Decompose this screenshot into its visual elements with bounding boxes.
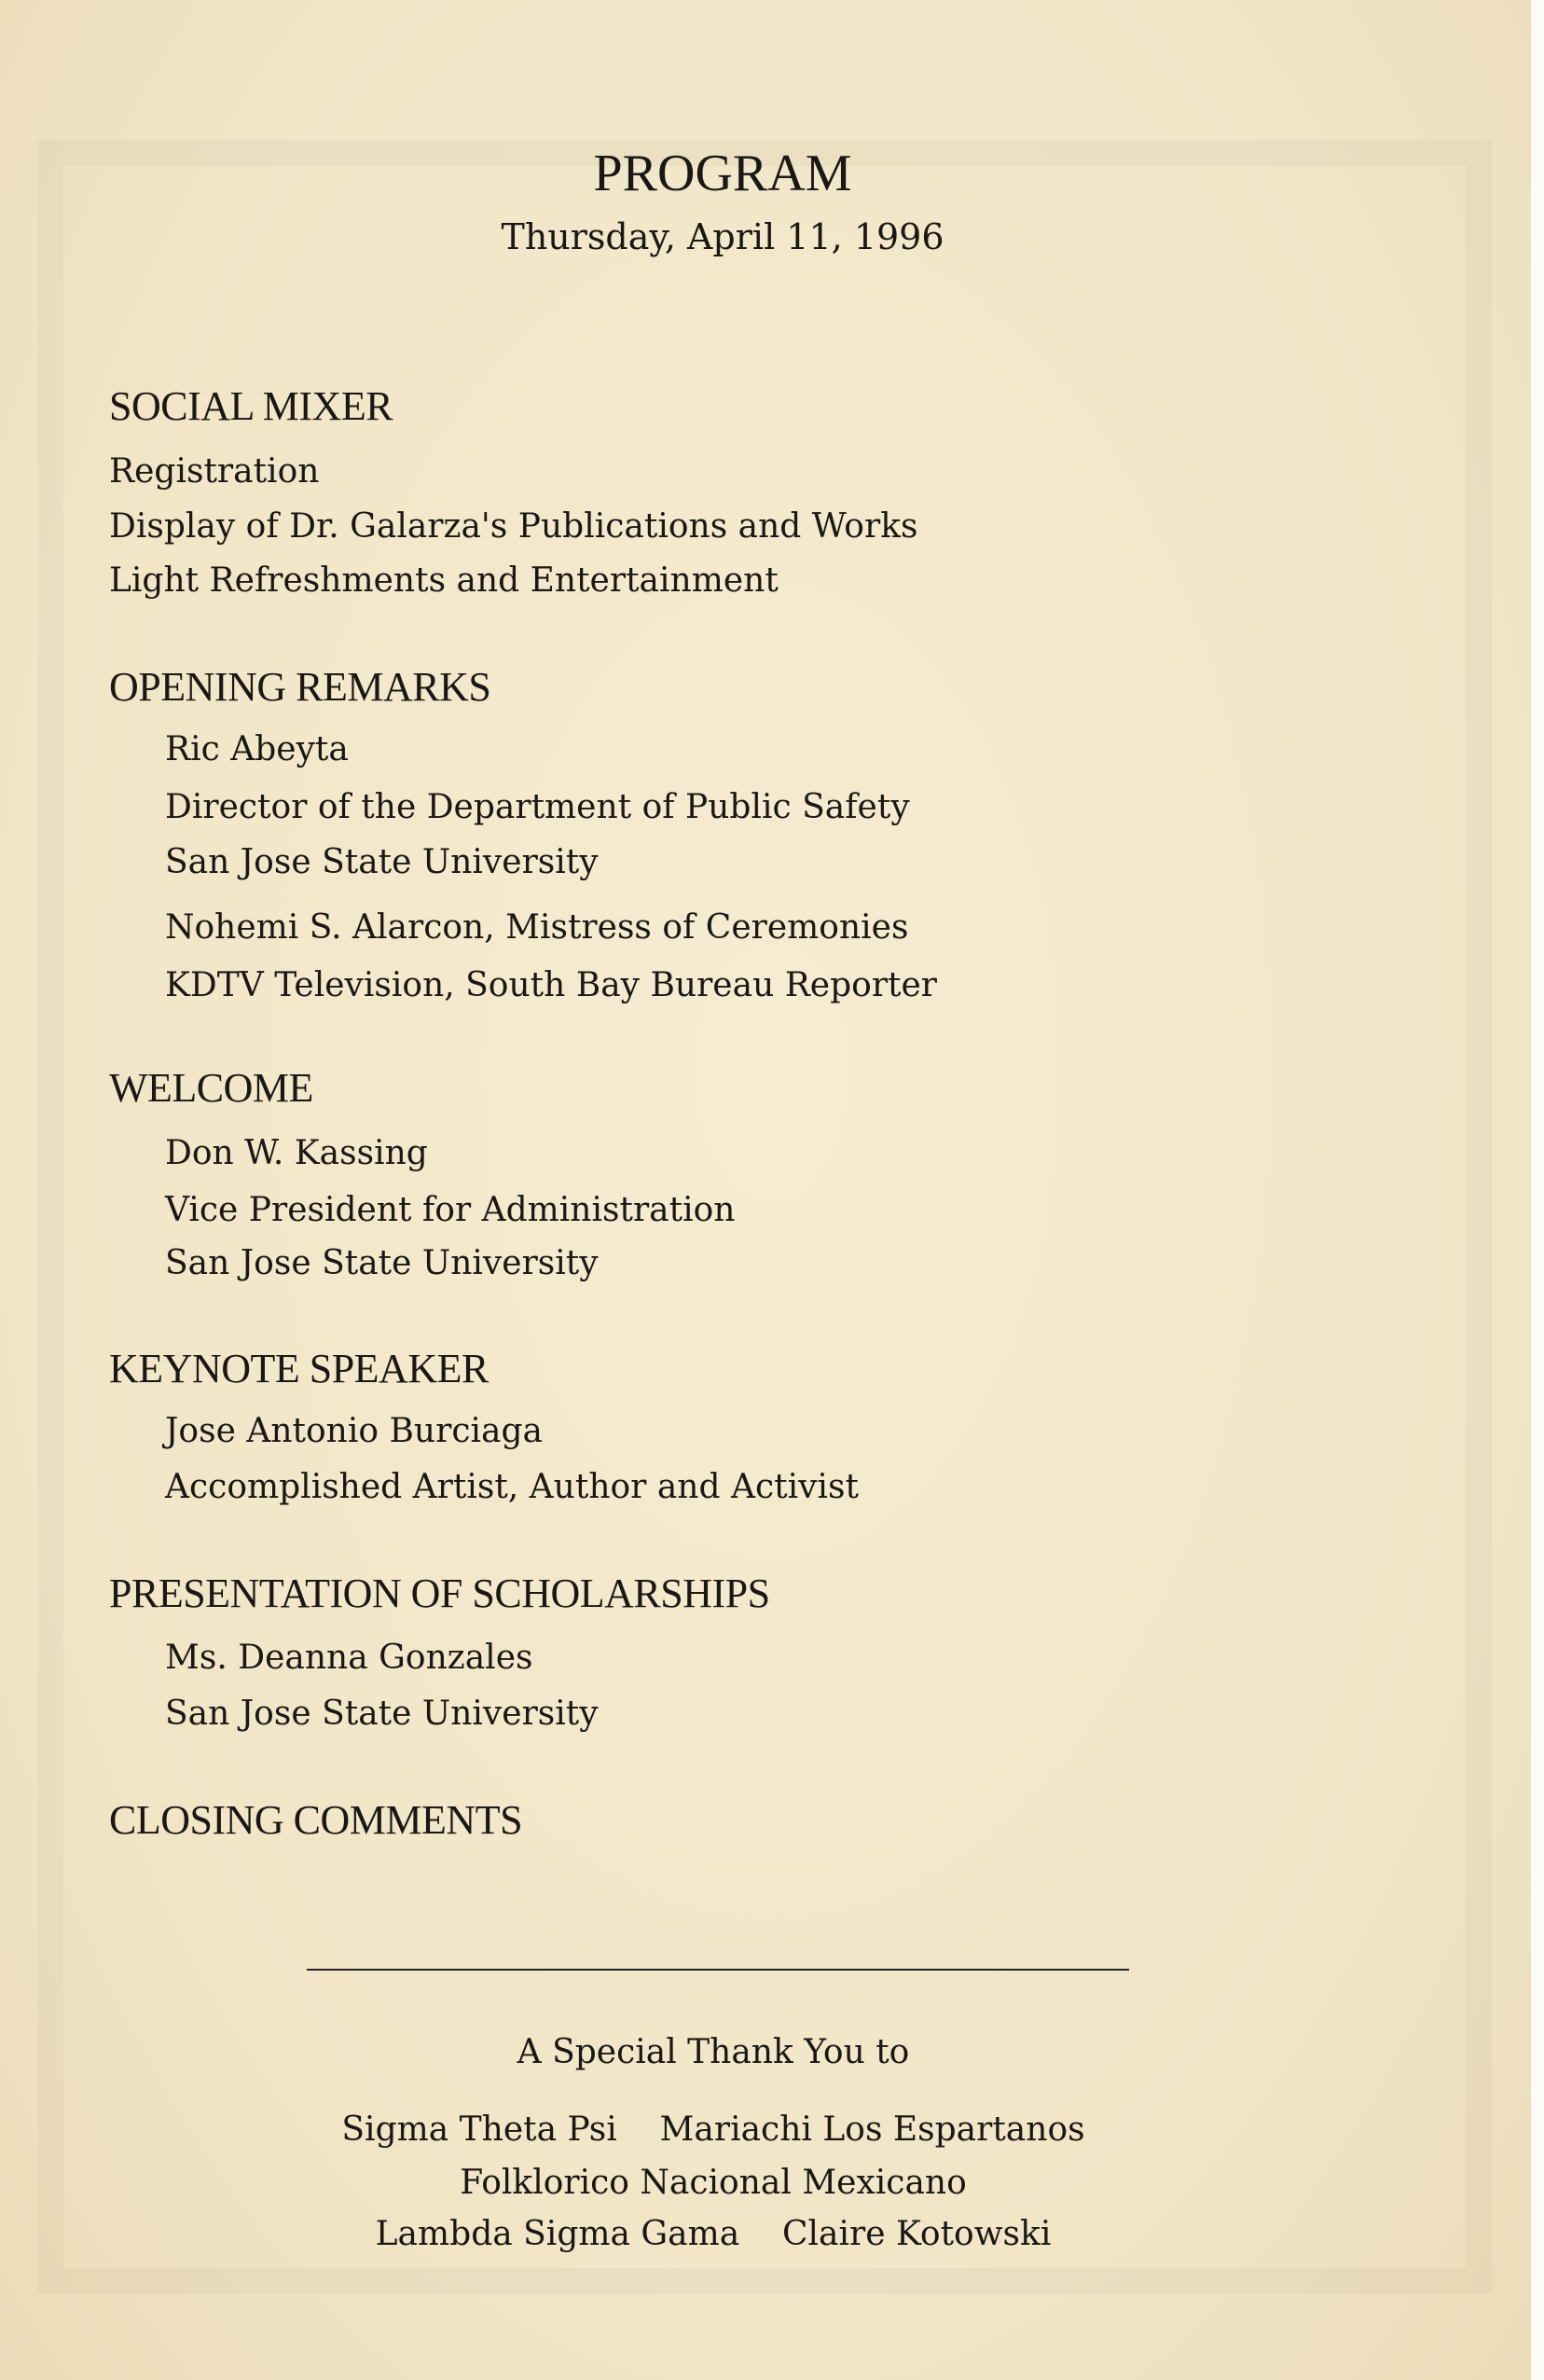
section-heading: CLOSING COMMENTS xyxy=(109,1797,523,1843)
list-item: San Jose State University xyxy=(165,1695,599,1733)
thanks-line: Sigma Theta Psi Mariachi Los Espartanos xyxy=(341,2110,1085,2149)
list-item: KDTV Television, South Bay Bureau Reporter xyxy=(165,966,938,1004)
page-title: PROGRAM xyxy=(593,145,852,202)
scan-edge xyxy=(1531,0,1544,2380)
list-item: Accomplished Artist, Author and Activist xyxy=(165,1468,859,1506)
thanks-heading: A Special Thank You to xyxy=(517,2033,910,2071)
event-date: Thursday, April 11, 1996 xyxy=(501,216,944,257)
section-heading: OPENING REMARKS xyxy=(109,664,491,710)
list-item: Light Refreshments and Entertainment xyxy=(109,561,779,600)
list-item: Vice President for Administration xyxy=(165,1191,736,1229)
list-item: Ms. Deanna Gonzales xyxy=(165,1639,533,1677)
divider xyxy=(307,1969,1129,1971)
list-item: San Jose State University xyxy=(165,1244,599,1282)
section-heading: WELCOME xyxy=(109,1065,313,1111)
list-item: Nohemi S. Alarcon, Mistress of Ceremonies xyxy=(165,908,909,947)
section-heading: SOCIAL MIXER xyxy=(109,383,393,429)
section-heading: KEYNOTE SPEAKER xyxy=(109,1346,489,1391)
thanks-line: Folklorico Nacional Mexicano xyxy=(460,2164,967,2202)
section-heading: PRESENTATION OF SCHOLARSHIPS xyxy=(109,1571,770,1616)
list-item: Registration xyxy=(109,452,320,491)
list-item: Display of Dr. Galarza's Publications and Works xyxy=(109,507,918,546)
list-item: San Jose State University xyxy=(165,843,599,881)
list-item: Don W. Kassing xyxy=(165,1134,428,1172)
list-item: Jose Antonio Burciaga xyxy=(165,1412,543,1450)
thanks-line: Lambda Sigma Gama Claire Kotowski xyxy=(375,2215,1052,2253)
list-item: Director of the Department of Public Safety xyxy=(165,788,910,826)
list-item: Ric Abeyta xyxy=(165,730,349,768)
